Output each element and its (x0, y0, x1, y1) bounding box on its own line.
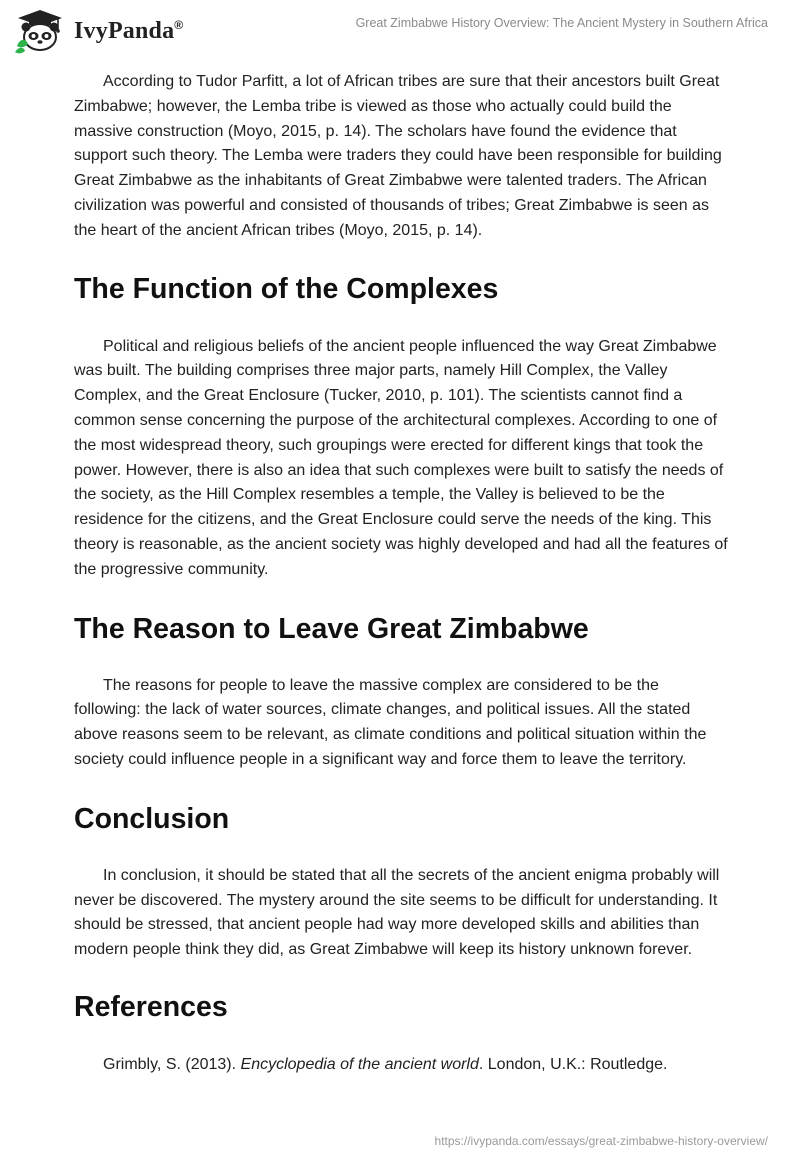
reference-author-year: Grimbly, S. (2013). (103, 1055, 241, 1073)
source-url[interactable]: https://ivypanda.com/essays/great-zimbabwe-history-overview/ (434, 1134, 768, 1148)
section-heading-function: The Function of the Complexes (74, 272, 499, 305)
page-title: Great Zimbabwe History Overview: The Ancient Mystery in Southern Africa (355, 16, 768, 30)
reference-title: Encyclopedia of the ancient world (240, 1055, 479, 1073)
section-heading-reason: The Reason to Leave Great Zimbabwe (74, 612, 589, 645)
reference-publisher: . London, U.K.: Routledge. (478, 1055, 668, 1073)
ivypanda-logo[interactable] (14, 8, 183, 54)
brand-name: IvyPanda® (74, 17, 184, 44)
panda-graduate-icon (14, 8, 66, 54)
article-body (74, 70, 728, 1078)
page-header (0, 0, 800, 62)
intro-paragraph: According to Tudor Parfitt, a lot of African tribes are sure that their ancestors built Great Zimbabwe; however, the Lemba tribe is viewed as those who actually could build the massive construction (Moyo, 2015, p. 14). The scholars have found the evidence that support such theory. The Lemba were traders they could have been responsible for building Great Zimbabwe as the inhabitants of Great Zimbabwe were talented traders. The African civilization was powerful and consisted of thousands of tribes; Great Zimbabwe is seen as the heart of the ancient African tribes (Moyo, 2015, p. 14). (74, 73, 722, 239)
section-paragraph-function: Political and religious beliefs of the ancient people influenced the way Great Zimbabwe was built. The building comprises three major parts, namely Hill Complex, the Valley Complex, and the Great Enclosure (Tucker, 2010, p. 101). The scientists cannot find a common sense concerning the purpose of the architectural complexes. According to one of the most widespread theory, such groupings were erected for different kings that took the power. However, there is also an idea that such complexes were built to satisfy the needs of the society, as the Hill Complex resembles a temple, the Valley is believed to be the residence for the citizens, and the Great Enclosure could serve the needs of the king. This theory is reasonable, as the ancient society was highly developed and had all the features of the progressive community. (74, 337, 728, 578)
section-paragraph-conclusion: In conclusion, it should be stated that all the secrets of the ancient enigma probably will never be discovered. The mystery around the site seems to be difficult for understanding. It should be stressed, that ancient people had way more developed skills and abilities than modern people think they did, as Great Zimbabwe will keep its history unknown forever. (74, 866, 720, 959)
section-heading-conclusion: Conclusion (74, 802, 230, 835)
section-paragraph-reason: The reasons for people to leave the massive complex are considered to be the following: the lack of water sources, climate changes, and political issues. All the stated above reasons seem to be relevant, as climate conditions and political situation within the society could influence people in a significant way and force them to leave the territory. (74, 676, 707, 768)
references-heading: References (74, 990, 228, 1023)
reference-item (74, 1053, 728, 1078)
